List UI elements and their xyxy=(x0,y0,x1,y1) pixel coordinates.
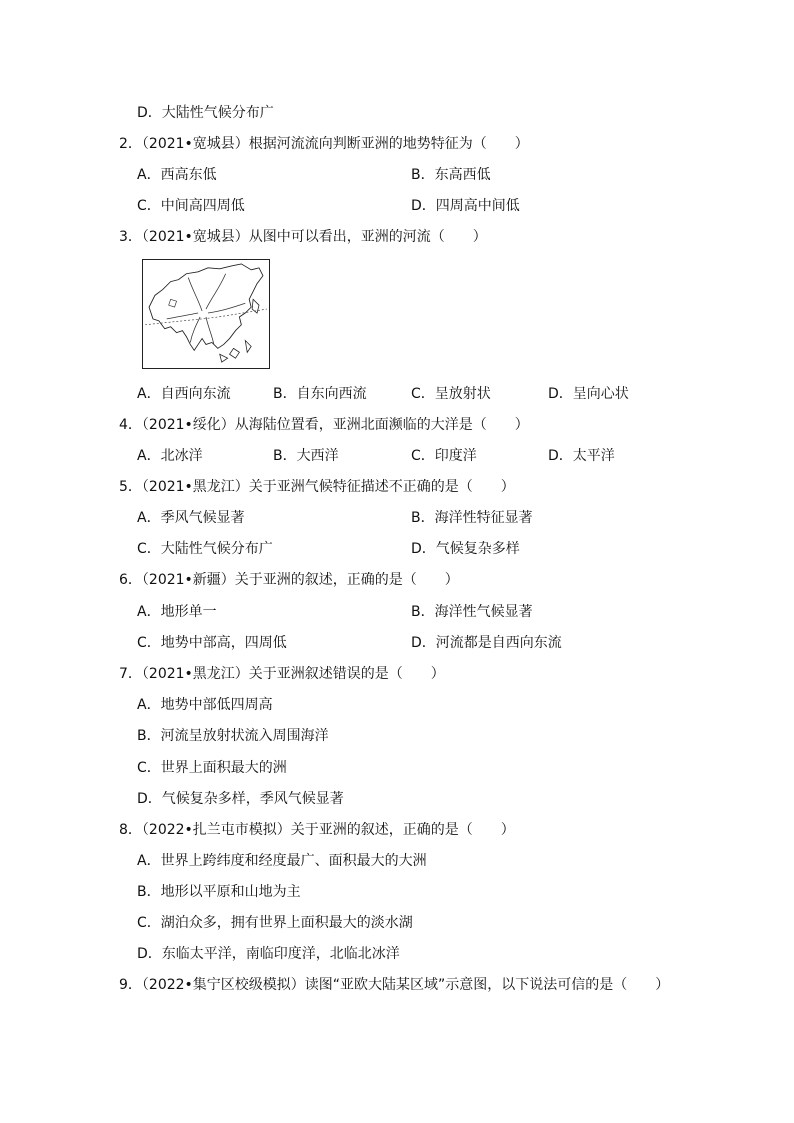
option-a[interactable]: A．世界上跨纬度和经度最广、面积最大的大洲 xyxy=(137,853,427,869)
question-stem: 3．（2021•宽城县）从图中可以看出，亚洲的河流（ ） xyxy=(119,229,487,245)
asia-map-illustration xyxy=(143,260,269,368)
question-stem: 9．（2022•集宁区校级模拟）读图“亚欧大陆某区域”示意图，以下说法可信的是（ ） xyxy=(119,977,670,993)
option-c[interactable]: C．世界上面积最大的洲 xyxy=(137,760,287,776)
option-c[interactable]: C．大陆性气候分布广 xyxy=(137,541,273,557)
option-b[interactable]: B．地形以平原和山地为主 xyxy=(137,884,301,900)
option-c[interactable]: C．地势中部高，四周低 xyxy=(137,635,287,651)
option-b[interactable]: B．海洋性气候显著 xyxy=(411,604,533,620)
question-stem: 6．（2021•新疆）关于亚洲的叙述，正确的是（ ） xyxy=(119,572,459,588)
option-c[interactable]: C．印度洋 xyxy=(411,448,477,464)
question-stem: 5．（2021•黑龙江）关于亚洲气候特征描述不正确的是（ ） xyxy=(119,479,515,495)
previous-option-d: D．大陆性气候分布广 xyxy=(137,105,274,121)
option-a[interactable]: A．季风气候显著 xyxy=(137,510,245,526)
option-b[interactable]: B．河流呈放射状流入周围海洋 xyxy=(137,728,329,744)
asia-river-map xyxy=(142,259,270,369)
option-c[interactable]: C．湖泊众多，拥有世界上面积最大的淡水湖 xyxy=(137,915,413,931)
option-a[interactable]: A．自西向东流 xyxy=(137,386,231,402)
option-d[interactable]: D．河流都是自西向东流 xyxy=(411,635,562,651)
option-a[interactable]: A．西高东低 xyxy=(137,167,217,183)
question-stem: 8．（2022•扎兰屯市模拟）关于亚洲的叙述，正确的是（ ） xyxy=(119,822,515,838)
question-stem: 4．（2021•绥化）从海陆位置看，亚洲北面濒临的大洋是（ ） xyxy=(119,417,529,433)
option-b[interactable]: B．大西洋 xyxy=(273,448,339,464)
option-d[interactable]: D．气候复杂多样，季风气候显著 xyxy=(137,791,344,807)
option-c[interactable]: C．呈放射状 xyxy=(411,386,491,402)
option-d[interactable]: D．呈向心状 xyxy=(548,386,629,402)
option-b[interactable]: B．海洋性特征显著 xyxy=(411,510,533,526)
option-a[interactable]: A．地形单一 xyxy=(137,604,217,620)
option-d[interactable]: D．东临太平洋，南临印度洋，北临北冰洋 xyxy=(137,946,400,962)
question-stem: 7．（2021•黑龙江）关于亚洲叙述错误的是（ ） xyxy=(119,666,445,682)
option-b[interactable]: B．东高西低 xyxy=(411,167,491,183)
option-d[interactable]: D．四周高中间低 xyxy=(411,198,520,214)
option-d[interactable]: D．气候复杂多样 xyxy=(411,541,520,557)
option-a[interactable]: A．北冰洋 xyxy=(137,448,203,464)
question-stem: 2．（2021•宽城县）根据河流流向判断亚洲的地势特征为（ ） xyxy=(119,136,529,152)
option-b[interactable]: B．自东向西流 xyxy=(273,386,367,402)
option-d[interactable]: D．太平洋 xyxy=(548,448,615,464)
option-a[interactable]: A．地势中部低四周高 xyxy=(137,697,273,713)
option-c[interactable]: C．中间高四周低 xyxy=(137,198,245,214)
